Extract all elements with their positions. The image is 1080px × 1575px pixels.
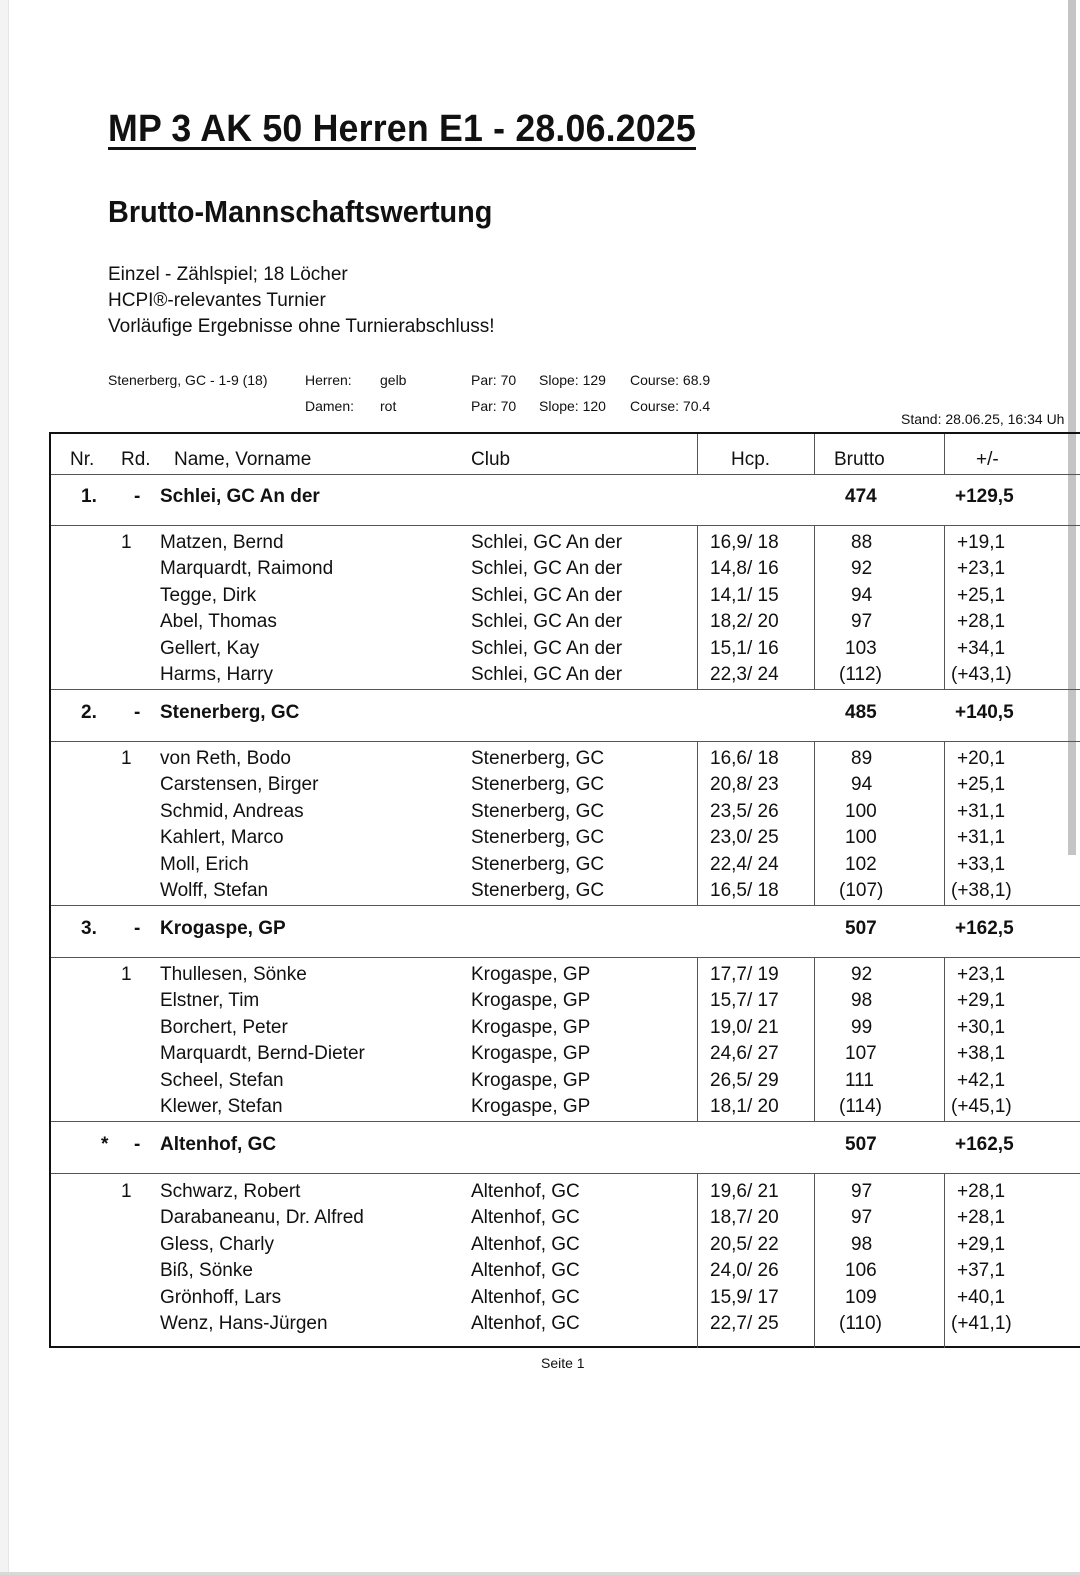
player-name: Scheel, Stefan bbox=[160, 1069, 284, 1091]
player-row bbox=[51, 1284, 1080, 1310]
header-diff: +/- bbox=[976, 449, 999, 470]
player-rd: 1 bbox=[121, 532, 132, 553]
player-diff: (+38,1) bbox=[951, 880, 1012, 901]
player-name: Elstner, Tim bbox=[160, 990, 260, 1012]
team-diff: +162,5 bbox=[955, 1134, 1014, 1155]
player-hcp: 20,8/ 23 bbox=[710, 774, 779, 796]
team-name: Altenhof, GC bbox=[160, 1134, 277, 1155]
course-name: Stenerberg, GC - 1-9 (18) bbox=[108, 372, 268, 388]
player-name: Harms, Harry bbox=[160, 664, 273, 685]
player-brutto: (112) bbox=[839, 664, 882, 685]
player-club: Altenhof, GC bbox=[471, 1286, 580, 1308]
team-name: Stenerberg, GC bbox=[160, 702, 300, 723]
player-hcp: 17,7/ 19 bbox=[710, 964, 779, 985]
player-brutto: 100 bbox=[845, 800, 877, 822]
player-name: Tegge, Dirk bbox=[160, 584, 257, 606]
player-brutto: (114) bbox=[839, 1096, 882, 1117]
player-row bbox=[51, 987, 1080, 1013]
tee-color: gelb bbox=[380, 372, 407, 388]
player-club: Schlei, GC An der bbox=[471, 664, 623, 685]
info-line: Vorläufige Ergebnisse ohne Turnierabschluss! bbox=[108, 316, 495, 337]
team-row bbox=[51, 906, 1080, 958]
player-brutto: 89 bbox=[851, 748, 873, 769]
table-header bbox=[51, 434, 1080, 475]
player-brutto: 100 bbox=[845, 827, 877, 849]
player-club: Schlei, GC An der bbox=[471, 611, 623, 633]
player-club: Krogaspe, GP bbox=[471, 1043, 591, 1065]
player-diff: +25,1 bbox=[957, 584, 1006, 606]
player-row bbox=[51, 1257, 1080, 1283]
header-rd: Rd. bbox=[121, 449, 151, 470]
player-hcp: 19,0/ 21 bbox=[710, 1016, 779, 1038]
tee-label: Herren: bbox=[305, 372, 352, 388]
player-row bbox=[51, 771, 1080, 797]
player-brutto: 111 bbox=[845, 1069, 874, 1091]
player-name: Borchert, Peter bbox=[160, 1016, 288, 1038]
player-name: Abel, Thomas bbox=[160, 611, 277, 633]
player-brutto: 99 bbox=[851, 1016, 873, 1038]
team-name: Schlei, GC An der bbox=[160, 486, 320, 507]
tee-slope: Slope: 129 bbox=[539, 372, 606, 388]
player-row bbox=[51, 798, 1080, 824]
player-hcp: 24,0/ 26 bbox=[710, 1260, 779, 1282]
player-club: Altenhof, GC bbox=[471, 1260, 580, 1282]
player-row bbox=[51, 1178, 1080, 1204]
player-row bbox=[51, 851, 1080, 877]
player-club: Altenhof, GC bbox=[471, 1207, 580, 1229]
player-name: Wolff, Stefan bbox=[160, 880, 269, 901]
header-club: Club bbox=[471, 449, 511, 470]
column-divider bbox=[697, 434, 698, 474]
team-diff: +162,5 bbox=[955, 918, 1014, 939]
player-brutto: 98 bbox=[851, 990, 873, 1012]
player-name: Gellert, Kay bbox=[160, 637, 260, 659]
player-brutto: 94 bbox=[851, 584, 873, 606]
player-club: Krogaspe, GP bbox=[471, 1016, 591, 1038]
player-diff: +38,1 bbox=[957, 1043, 1006, 1065]
player-name: von Reth, Bodo bbox=[160, 748, 291, 769]
tee-slope: Slope: 120 bbox=[539, 398, 606, 414]
tee-color: rot bbox=[380, 398, 397, 414]
team-row bbox=[51, 1122, 1080, 1174]
header-brutto: Brutto bbox=[834, 449, 885, 470]
player-club: Stenerberg, GC bbox=[471, 880, 605, 901]
player-row-struck bbox=[51, 877, 1080, 903]
tee-par: Par: 70 bbox=[471, 372, 517, 388]
player-brutto: 97 bbox=[851, 1181, 873, 1202]
player-diff: +20,1 bbox=[957, 748, 1006, 769]
player-brutto: 102 bbox=[845, 853, 877, 875]
player-club: Stenerberg, GC bbox=[471, 853, 605, 875]
player-row bbox=[51, 824, 1080, 850]
player-brutto: 107 bbox=[845, 1043, 877, 1065]
player-diff: (+41,1) bbox=[951, 1313, 1012, 1334]
player-brutto: (107) bbox=[839, 880, 884, 901]
player-brutto: 88 bbox=[851, 532, 873, 553]
player-name: Moll, Erich bbox=[160, 853, 249, 875]
player-hcp: 18,7/ 20 bbox=[710, 1207, 779, 1229]
player-name: Wenz, Hans-Jürgen bbox=[160, 1313, 328, 1334]
player-row bbox=[51, 529, 1080, 555]
player-row bbox=[51, 1067, 1080, 1093]
team-rd: - bbox=[134, 1134, 141, 1155]
player-name: Thullesen, Sönke bbox=[160, 964, 307, 985]
header-name: Name, Vorname bbox=[174, 449, 312, 470]
player-diff: +30,1 bbox=[957, 1016, 1006, 1038]
player-name: Kahlert, Marco bbox=[160, 827, 284, 849]
player-name: Grönhoff, Lars bbox=[160, 1286, 282, 1308]
player-club: Altenhof, GC bbox=[471, 1181, 580, 1202]
column-divider bbox=[814, 434, 815, 474]
player-hcp: 16,9/ 18 bbox=[710, 532, 779, 553]
document-subtitle: Brutto-Mannschaftswertung bbox=[108, 194, 493, 229]
player-hcp: 24,6/ 27 bbox=[710, 1043, 779, 1065]
player-brutto: 92 bbox=[851, 558, 873, 580]
player-diff: +31,1 bbox=[957, 800, 1006, 822]
player-club: Altenhof, GC bbox=[471, 1313, 580, 1334]
player-hcp: 14,8/ 16 bbox=[710, 558, 779, 580]
player-club: Schlei, GC An der bbox=[471, 532, 623, 553]
document-title: MP 3 AK 50 Herren E1 - 28.06.2025 bbox=[108, 108, 696, 150]
player-diff: (+45,1) bbox=[951, 1096, 1012, 1117]
status-timestamp: Stand: 28.06.25, 16:34 Uh bbox=[901, 411, 1065, 427]
player-club: Stenerberg, GC bbox=[471, 800, 605, 822]
player-hcp: 15,1/ 16 bbox=[710, 637, 779, 659]
team-name: Krogaspe, GP bbox=[160, 918, 286, 939]
player-diff: +28,1 bbox=[957, 611, 1006, 633]
player-hcp: 23,0/ 25 bbox=[710, 827, 779, 849]
column-divider bbox=[944, 434, 945, 474]
player-name: Darabaneanu, Dr. Alfred bbox=[160, 1207, 364, 1229]
player-row-struck bbox=[51, 1093, 1080, 1119]
player-diff: +23,1 bbox=[957, 964, 1006, 985]
player-club: Stenerberg, GC bbox=[471, 827, 605, 849]
player-brutto: 103 bbox=[845, 637, 877, 659]
team-rank: 2. bbox=[81, 702, 97, 723]
player-club: Schlei, GC An der bbox=[471, 558, 623, 580]
player-list bbox=[51, 958, 1080, 1122]
player-brutto: 98 bbox=[851, 1233, 873, 1255]
player-diff: +29,1 bbox=[957, 990, 1006, 1012]
player-row bbox=[51, 555, 1080, 581]
team-rd: - bbox=[134, 918, 141, 939]
player-rd: 1 bbox=[121, 1181, 132, 1202]
player-brutto: 106 bbox=[845, 1260, 877, 1282]
player-row bbox=[51, 1014, 1080, 1040]
player-row bbox=[51, 582, 1080, 608]
player-row bbox=[51, 608, 1080, 634]
player-row-struck bbox=[51, 1310, 1080, 1336]
team-rank: 3. bbox=[81, 918, 97, 939]
player-diff: +29,1 bbox=[957, 1233, 1006, 1255]
player-hcp: 22,3/ 24 bbox=[710, 664, 779, 685]
player-hcp: 26,5/ 29 bbox=[710, 1069, 779, 1091]
player-name: Biß, Sönke bbox=[160, 1260, 253, 1282]
player-name: Marquardt, Bernd-Dieter bbox=[160, 1043, 365, 1065]
player-name: Marquardt, Raimond bbox=[160, 558, 334, 580]
player-club: Altenhof, GC bbox=[471, 1233, 580, 1255]
team-rank: * bbox=[101, 1134, 109, 1155]
player-name: Carstensen, Birger bbox=[160, 774, 319, 796]
tee-course-rating: Course: 68.9 bbox=[630, 372, 711, 388]
player-hcp: 15,7/ 17 bbox=[710, 990, 779, 1012]
tee-course-rating: Course: 70.4 bbox=[630, 398, 711, 414]
tee-par: Par: 70 bbox=[471, 398, 517, 414]
player-list bbox=[51, 742, 1080, 906]
info-line: HCPI®-relevantes Turnier bbox=[108, 290, 326, 311]
player-diff: +19,1 bbox=[957, 532, 1006, 553]
player-diff: +42,1 bbox=[957, 1069, 1006, 1091]
header-nr: Nr. bbox=[70, 449, 95, 470]
player-club: Krogaspe, GP bbox=[471, 990, 591, 1012]
player-hcp: 18,1/ 20 bbox=[710, 1096, 779, 1117]
header-hcp: Hcp. bbox=[731, 449, 771, 470]
player-diff: +25,1 bbox=[957, 774, 1006, 796]
player-brutto: 97 bbox=[851, 1207, 873, 1229]
player-club: Krogaspe, GP bbox=[471, 964, 591, 985]
player-name: Gless, Charly bbox=[160, 1233, 275, 1255]
player-diff: +33,1 bbox=[957, 853, 1006, 875]
player-row bbox=[51, 1040, 1080, 1066]
player-diff: +37,1 bbox=[957, 1260, 1006, 1282]
player-brutto: (110) bbox=[839, 1313, 882, 1334]
team-brutto: 507 bbox=[845, 1134, 877, 1155]
player-name: Schmid, Andreas bbox=[160, 800, 304, 822]
player-row bbox=[51, 745, 1080, 771]
player-rd: 1 bbox=[121, 748, 132, 769]
player-row-struck bbox=[51, 661, 1080, 687]
team-rd: - bbox=[134, 486, 141, 507]
team-brutto: 474 bbox=[845, 486, 877, 507]
player-club: Krogaspe, GP bbox=[471, 1096, 591, 1117]
team-diff: +129,5 bbox=[955, 486, 1014, 507]
tee-label: Damen: bbox=[305, 398, 355, 414]
player-diff: +34,1 bbox=[957, 637, 1006, 659]
player-hcp: 20,5/ 22 bbox=[710, 1233, 779, 1255]
player-diff: +31,1 bbox=[957, 827, 1006, 849]
player-hcp: 16,5/ 18 bbox=[710, 880, 779, 901]
tournament-info bbox=[108, 262, 495, 340]
player-list bbox=[51, 1174, 1080, 1348]
team-rank: 1. bbox=[81, 486, 97, 507]
player-brutto: 94 bbox=[851, 774, 873, 796]
player-club: Krogaspe, GP bbox=[471, 1069, 591, 1091]
player-club: Stenerberg, GC bbox=[471, 748, 605, 769]
player-hcp: 23,5/ 26 bbox=[710, 800, 779, 822]
player-hcp: 15,9/ 17 bbox=[710, 1286, 779, 1308]
team-rd: - bbox=[134, 702, 141, 723]
player-rd: 1 bbox=[121, 964, 132, 985]
info-line: Einzel - Zählspiel; 18 Löcher bbox=[108, 264, 348, 285]
player-brutto: 109 bbox=[845, 1286, 877, 1308]
team-row bbox=[51, 690, 1080, 742]
player-hcp: 22,7/ 25 bbox=[710, 1313, 779, 1334]
player-diff: (+43,1) bbox=[951, 664, 1012, 685]
page-edge bbox=[0, 0, 9, 1575]
team-brutto: 485 bbox=[845, 702, 877, 723]
results-table bbox=[49, 432, 1080, 1348]
team-diff: +140,5 bbox=[955, 702, 1014, 723]
player-row bbox=[51, 1231, 1080, 1257]
player-row bbox=[51, 635, 1080, 661]
team-row bbox=[51, 474, 1080, 526]
team-brutto: 507 bbox=[845, 918, 877, 939]
player-row bbox=[51, 1204, 1080, 1230]
player-brutto: 92 bbox=[851, 964, 873, 985]
player-diff: +28,1 bbox=[957, 1181, 1006, 1202]
player-hcp: 22,4/ 24 bbox=[710, 853, 779, 875]
player-row bbox=[51, 961, 1080, 987]
player-name: Klewer, Stefan bbox=[160, 1096, 283, 1117]
player-diff: +40,1 bbox=[957, 1286, 1006, 1308]
player-club: Schlei, GC An der bbox=[471, 584, 623, 606]
player-hcp: 16,6/ 18 bbox=[710, 748, 779, 769]
player-list bbox=[51, 526, 1080, 690]
player-diff: +23,1 bbox=[957, 558, 1006, 580]
player-name: Schwarz, Robert bbox=[160, 1181, 301, 1202]
player-hcp: 18,2/ 20 bbox=[710, 611, 779, 633]
page-number: Seite 1 bbox=[541, 1355, 585, 1371]
player-diff: +28,1 bbox=[957, 1207, 1006, 1229]
player-name: Matzen, Bernd bbox=[160, 532, 284, 553]
player-hcp: 14,1/ 15 bbox=[710, 584, 779, 606]
player-club: Stenerberg, GC bbox=[471, 774, 605, 796]
player-hcp: 19,6/ 21 bbox=[710, 1181, 779, 1202]
player-brutto: 97 bbox=[851, 611, 873, 633]
player-club: Schlei, GC An der bbox=[471, 637, 623, 659]
